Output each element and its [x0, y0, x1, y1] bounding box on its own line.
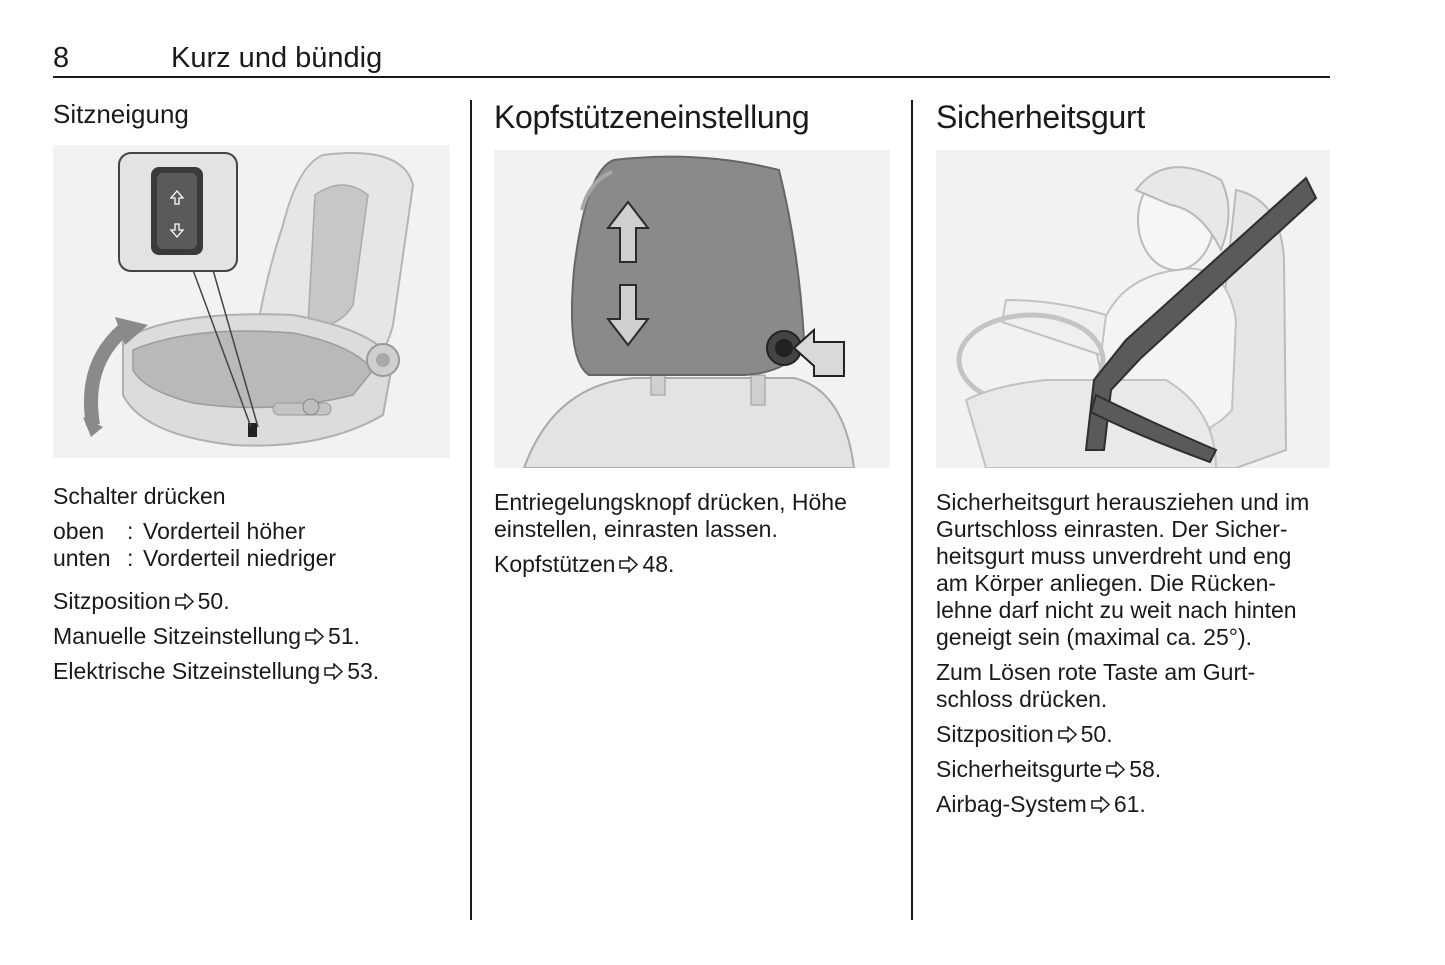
reference-arrow-icon — [175, 593, 195, 610]
section-body — [53, 483, 453, 693]
section-heading: Sitzneigung — [53, 99, 189, 129]
reference-arrow-icon — [619, 556, 639, 573]
definition-separator: : — [127, 518, 134, 544]
body-line: Entriegelungsknopf drücken, Höhe — [494, 489, 847, 515]
body-text — [936, 659, 1336, 713]
reference-label: Sitzposition — [936, 721, 1054, 747]
seat-tilt-illustration — [53, 145, 450, 458]
body-line: Sicherheitsgurt herausziehen und im — [936, 489, 1310, 515]
cross-reference[interactable] — [494, 551, 894, 578]
reference-page: 58. — [1129, 756, 1162, 782]
definition-list — [53, 518, 453, 572]
section-heading: Kopfstützeneinstellung — [494, 99, 810, 135]
body-line: am Körper anliegen. Die Rücken- — [936, 570, 1277, 596]
column-divider — [470, 100, 472, 920]
column-divider — [911, 100, 913, 920]
section-heading: Sicherheitsgurt — [936, 99, 1145, 135]
definition-row — [53, 518, 453, 545]
body-text — [936, 489, 1336, 651]
reference-arrow-icon — [305, 628, 325, 645]
definition-key: oben — [53, 518, 105, 544]
cross-reference[interactable] — [936, 756, 1336, 783]
definition-key: unten — [53, 545, 111, 571]
reference-page: 53. — [347, 658, 380, 684]
body-line: schloss drücken. — [936, 686, 1108, 712]
reference-arrow-icon — [1091, 796, 1111, 813]
reference-label: Kopfstützen — [494, 551, 616, 577]
reference-page: 51. — [328, 623, 361, 649]
reference-arrow-icon — [324, 663, 344, 680]
cross-reference[interactable] — [53, 658, 453, 685]
definition-row — [53, 545, 453, 572]
page-header — [53, 40, 1330, 78]
seatbelt-illustration — [936, 150, 1330, 468]
reference-page: 50. — [1080, 721, 1113, 747]
body-line: Gurtschloss einrasten. Der Sicher- — [936, 516, 1288, 542]
reference-page: 61. — [1113, 791, 1146, 817]
definition-value: Vorderteil höher — [143, 518, 306, 544]
cross-reference[interactable] — [53, 623, 453, 650]
reference-label: Elektrische Sitzeinstellung — [53, 658, 321, 684]
reference-label: Manuelle Sitzeinstellung — [53, 623, 302, 649]
cross-reference[interactable] — [936, 721, 1336, 748]
page-number: 8 — [53, 42, 70, 74]
reference-label: Airbag-System — [936, 791, 1087, 817]
body-line: einstellen, einrasten lassen. — [494, 516, 778, 542]
headrest-illustration — [494, 150, 890, 468]
reference-page: 50. — [197, 588, 230, 614]
body-text — [494, 489, 894, 543]
section-body — [936, 489, 1336, 826]
body-line: geneigt sein (maximal ca. 25°). — [936, 624, 1253, 650]
body-line: Zum Lösen rote Taste am Gurt- — [936, 659, 1256, 685]
reference-label: Sicherheitsgurte — [936, 756, 1103, 782]
reference-arrow-icon — [1106, 761, 1126, 778]
body-line: lehne darf nicht zu weit nach hinten — [936, 597, 1297, 623]
reference-arrow-icon — [1058, 726, 1078, 743]
chapter-title: Kurz und bündig — [171, 42, 383, 74]
reference-label: Sitzposition — [53, 588, 171, 614]
cross-reference[interactable] — [936, 791, 1336, 818]
reference-page: 48. — [642, 551, 675, 577]
cross-reference[interactable] — [53, 588, 453, 615]
body-line: heitsgurt muss unverdreht und eng — [936, 543, 1292, 569]
intro-text: Schalter drücken — [53, 483, 226, 509]
definition-separator: : — [127, 545, 134, 571]
section-body — [494, 489, 894, 586]
definition-value: Vorderteil niedriger — [143, 545, 337, 571]
